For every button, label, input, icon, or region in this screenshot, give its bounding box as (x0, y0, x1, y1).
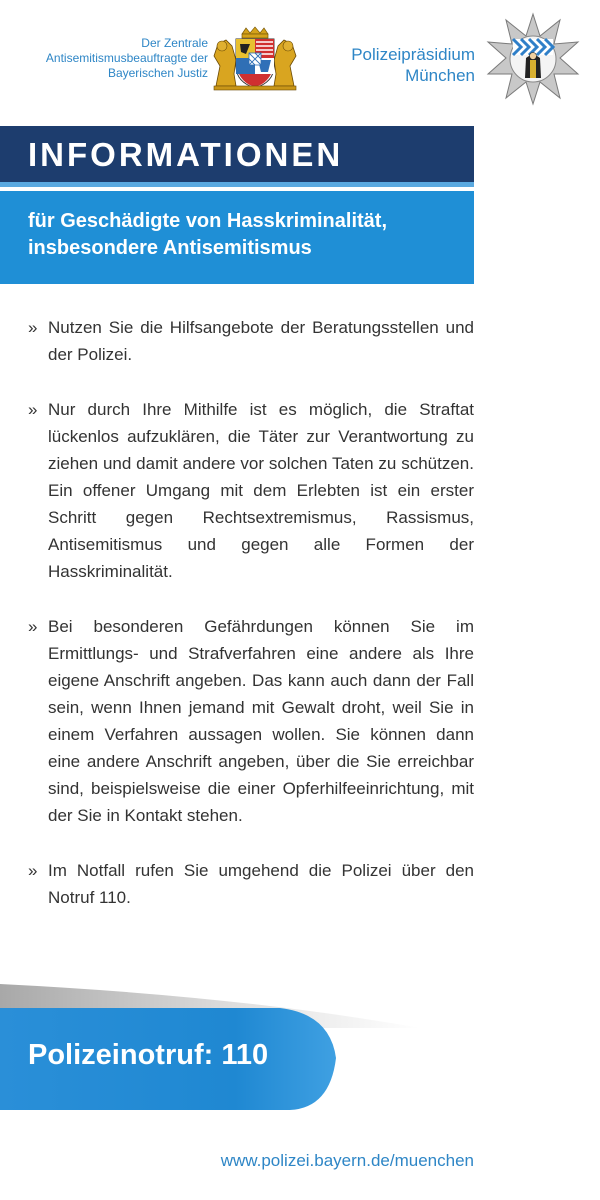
list-item-text: Nutzen Sie die Hilfsangebote der Beratungsstellen und der Polizei. (48, 318, 474, 364)
list-item-text: Nur durch Ihre Mithilfe ist es möglich, die Straftat lückenlos aufzuklären, die Täter zur Verantwortung zu ziehen und damit andere vor solchen Taten zu schützen. Ein offener Umgang mit dem Erlebten ist ein erster Schritt gegen Rechtsextremismus, Rassismus, Antisemitismus und gegen alle Formen der Hasskriminalität. (48, 400, 474, 581)
praesidium-line-1: Polizeipräsidium (351, 45, 475, 64)
list-item-text: Im Notfall rufen Sie umgehend die Polizei über den Notruf 110. (48, 861, 474, 907)
justiz-org-name (8, 36, 208, 81)
subtitle-line-1: für Geschädigte von Hasskriminalität, (28, 210, 387, 232)
subtitle-banner (0, 191, 474, 284)
emergency-number-label: Polizeinotruf: 110 (28, 1039, 269, 1071)
polizeipraesidium-name (275, 44, 475, 86)
bullet-marker: » (28, 617, 38, 636)
title-banner (0, 126, 474, 182)
list-item (28, 613, 474, 829)
bullet-marker: » (28, 318, 38, 337)
list-item (28, 396, 474, 585)
bullet-marker: » (28, 861, 38, 880)
info-list (28, 314, 474, 939)
footer-website-link[interactable]: www.polizei.bayern.de/muenchen (220, 1151, 474, 1170)
police-star-badge-icon (486, 12, 580, 106)
list-item (28, 857, 474, 911)
list-item (28, 314, 474, 368)
page-title: INFORMATIONEN (28, 136, 344, 173)
list-item-text: Bei besonderen Gefährdungen können Sie im Ermittlungs- und Strafverfahren eine andere als Ihre eigene Anschrift angeben. Das kann auch dann der Fall sein, wenn Ihnen jemand mit Gewalt droht, weil Sie in einem Verfahren aussagen wollen. Sie können dann eine andere Anschrift angeben, über die Sie erreichbar sind, beispielsweise die einer Opferhilfeeinrichtung, mit der Sie in Kontakt stehen. (48, 617, 474, 825)
justiz-line-1: Der Zentrale (141, 36, 208, 50)
header (0, 0, 600, 125)
justiz-line-3: Bayerischen Justiz (107, 66, 208, 80)
praesidium-line-2: München (405, 66, 475, 85)
justiz-line-2: Antisemitismusbeauftragte der (45, 51, 208, 65)
subtitle (28, 208, 468, 262)
subtitle-line-2: insbesondere Antisemitismus (28, 237, 312, 259)
bullet-marker: » (28, 400, 38, 419)
